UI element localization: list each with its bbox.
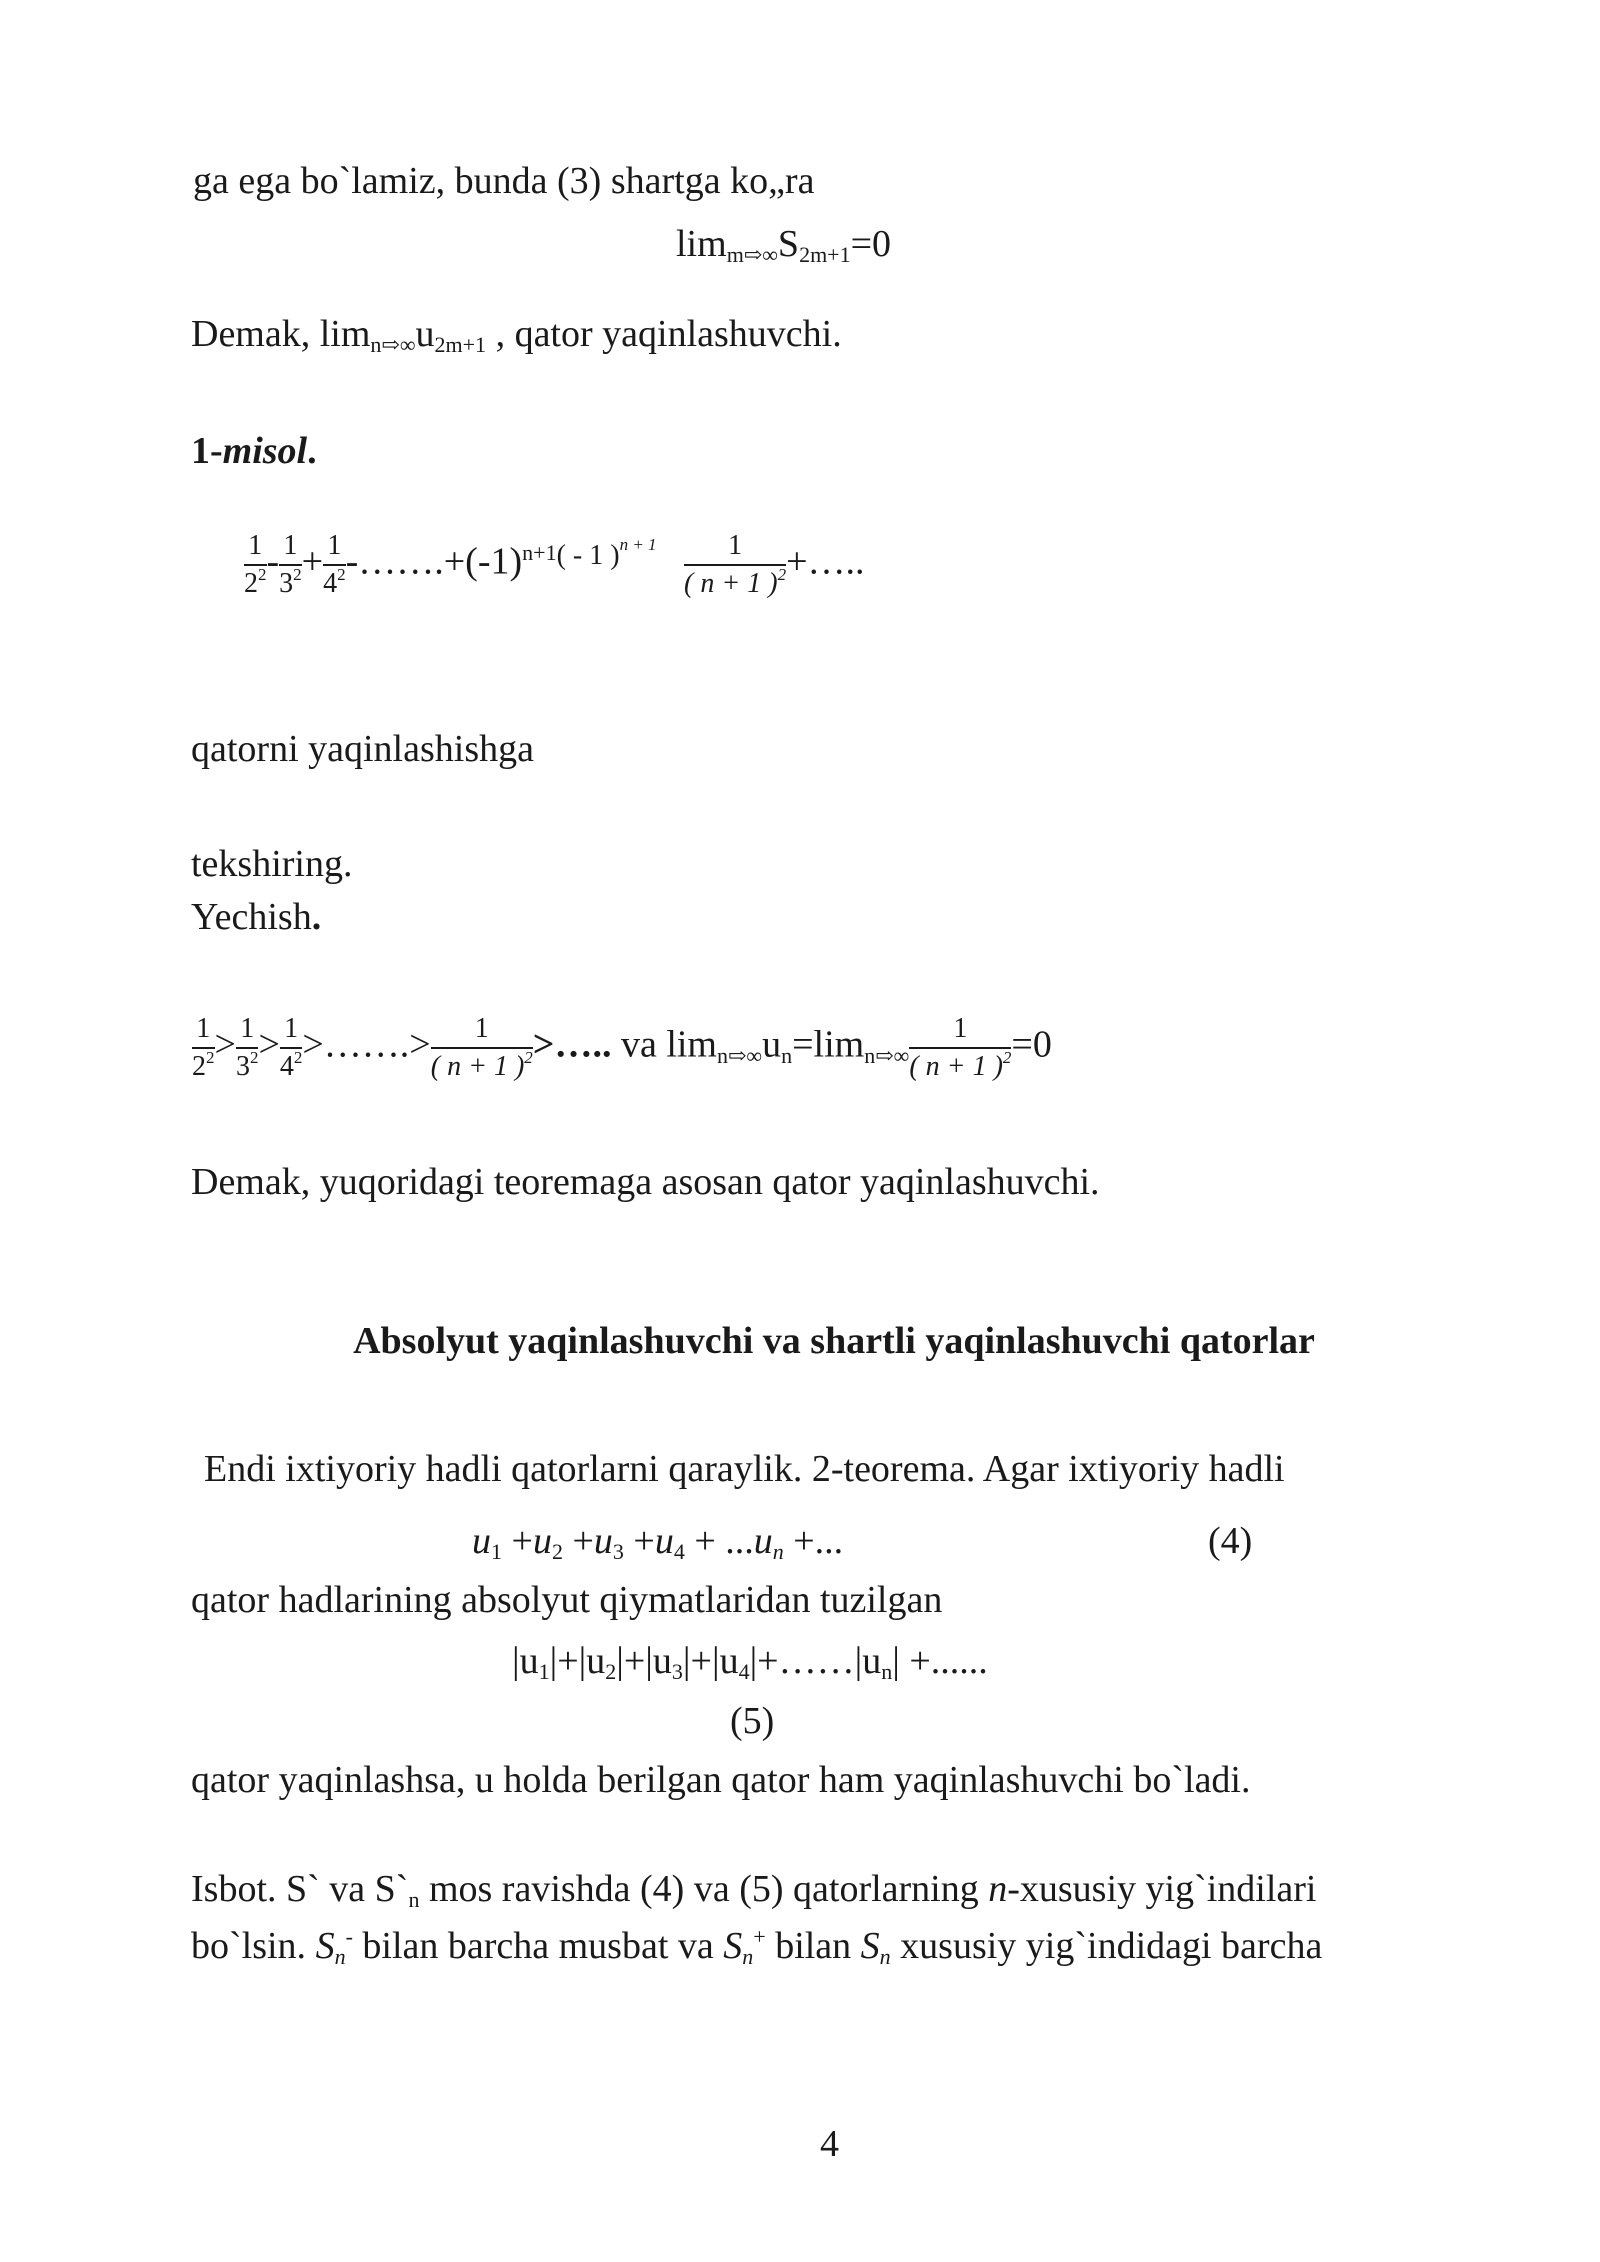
s-subscript: 2m+1	[799, 242, 851, 267]
s2-lim-sub-2: n⇨∞	[864, 1042, 910, 1068]
demak-line-2: Demak, yuqoridagi teoremaga asosan qator yaqinlashuvchi.	[191, 1161, 1100, 1203]
example-number: 1-	[191, 430, 223, 472]
s-symbol: S	[777, 223, 800, 265]
fraction-2: $\frac{1}{3^2}$	[279, 530, 302, 599]
fraction-1: $\frac{1}{2^2}$	[244, 530, 267, 599]
equation-5: |u1|+|u2|+|u3|+|u4|+……|un| +......	[512, 1640, 988, 1684]
equation-4-label: (4)	[1208, 1520, 1253, 1562]
s2-u-sub: n	[781, 1042, 793, 1068]
demak-line-1	[191, 313, 842, 357]
lim-text: lim	[676, 223, 727, 265]
paren-term: ( - 1 )	[556, 539, 620, 571]
paren-exp: n + 1	[619, 534, 657, 554]
s2-fraction-limit: $\frac{1}{( n + 1 )^2}$	[909, 1013, 1012, 1082]
task-line-1: qatorni yaqinlashishga	[191, 728, 534, 770]
section-heading: Absolyut yaqinlashuvchi va shartli yaqinlashuvchi qatorlar	[353, 1320, 1315, 1362]
page-number: 4	[820, 2123, 839, 2165]
solution-label	[191, 898, 321, 936]
s2-fraction-1: $\frac{1}{2^2}$	[192, 1013, 215, 1082]
example-word: misol	[222, 430, 308, 472]
proof-line-2: bo`lsin. Sn- bilan barcha musbat va Sn+ bilan Sn xususiy yig`indidagi barcha	[191, 1924, 1323, 1969]
s2-gt-1: >	[214, 1023, 236, 1066]
s2-fraction-2: $\frac{1}{3^2}$	[235, 1013, 259, 1082]
s2-va-lim: va lim	[611, 1023, 717, 1066]
fraction-3: $\frac{1}{4^2}$	[323, 530, 346, 599]
example-title	[191, 432, 317, 470]
equation-5-label: (5)	[730, 1700, 775, 1742]
limit-formula	[676, 223, 892, 267]
fraction-n: $\frac{1}{( n + 1 )^2}$	[684, 530, 787, 599]
equals-zero: =0	[850, 223, 892, 265]
demak-u: u	[415, 313, 435, 355]
demak-lim-text: Demak, lim	[191, 313, 371, 355]
equation-4: u1 +u2 +u3 +u4 + ...un +...	[472, 1520, 844, 1564]
paragraph-1: Endi ixtiyoriy hadli qatorlarni qaraylik. 2-teorema. Agar ixtiyoriy hadli	[204, 1448, 1285, 1490]
series-1	[244, 532, 865, 598]
s2-gt-2: >	[258, 1023, 280, 1066]
s2-tail: >…..	[532, 1023, 612, 1066]
op-1: -	[266, 540, 280, 583]
demak-post: , qator yaqinlashuvchi.	[486, 313, 842, 355]
paragraph-2: qator hadlarining absolyut qiymatlaridan tuzilgan	[191, 1579, 943, 1621]
solution-word: Yechish	[191, 896, 312, 938]
s2-fraction-n: $\frac{1}{( n + 1 )^2}$	[430, 1013, 533, 1082]
s2-fraction-3: $\frac{1}{4^2}$	[279, 1013, 303, 1082]
s2-u: u	[762, 1023, 782, 1066]
example-dot: .	[307, 430, 317, 472]
solution-dot: .	[311, 896, 322, 938]
series-dots: -…….+(-1)	[345, 540, 523, 583]
s2-dots: >…….>	[302, 1023, 431, 1066]
power-exp: n+1	[522, 539, 557, 565]
task-line-2: tekshiring.	[191, 843, 353, 885]
demak-u-sub: 2m+1	[434, 332, 487, 357]
s2-zero: =0	[1011, 1023, 1052, 1066]
paragraph-3: qator yaqinlashsa, u holda berilgan qator ham yaqinlashuvchi bo`ladi.	[191, 1759, 1251, 1801]
series-2	[192, 1015, 1052, 1081]
series-tail: +…..	[786, 540, 865, 583]
text-line-1: ga ega bo`lamiz, bunda (3) shartga ko„ra	[193, 160, 815, 202]
op-2: +	[301, 540, 324, 583]
s2-lim-sub-1: n⇨∞	[717, 1042, 763, 1068]
proof-line-1: Isbot. S` va S`n mos ravishda (4) va (5) qatorlarning n-xususiy yig`indilari	[191, 1868, 1317, 1912]
s2-eq-lim: =lim	[792, 1023, 865, 1066]
lim-subscript: m⇨∞	[726, 242, 778, 267]
demak-lim-sub: n⇨∞	[370, 332, 416, 357]
